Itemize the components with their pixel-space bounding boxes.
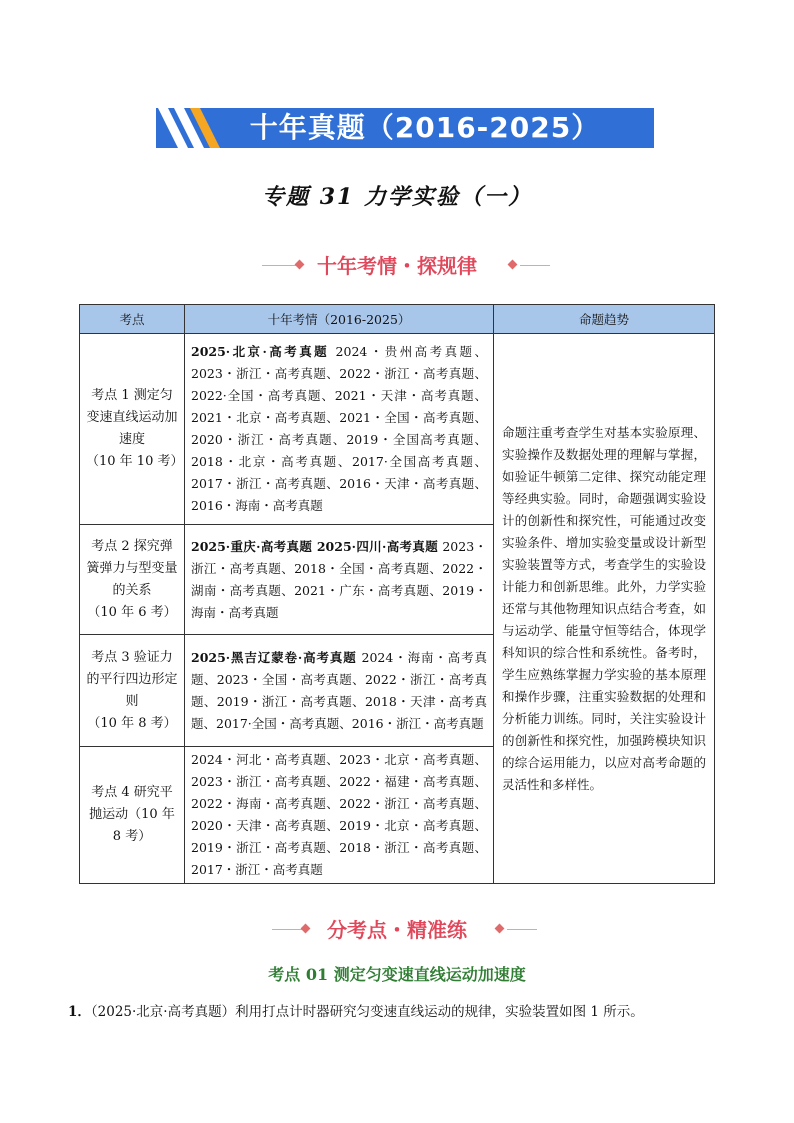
table-row [80,334,715,525]
years-text: 2024・海南・高考真题、2023・全国・高考真题、2022・浙江・高考真题、2019・浙江・高考真题、2018・天津・高考真题、2017·全国・高考真题、2016・浙江・高考真题 [191,649,487,731]
title-banner [156,108,654,148]
topic-title: 专题 31 力学实验（一） [262,184,532,210]
header-cell: 十年考情（2016-2025） [185,305,494,334]
years-text: 2023・浙江・高考真题、2018・全国・高考真题、2022・湖南・高考真题、2021・广东・高考真题、2019・海南・高考真题 [191,538,487,620]
topic-cell [80,525,185,635]
section-header-practice [0,912,794,948]
header-cell: 考点 [80,305,185,334]
topic-cell [80,747,185,884]
section-label: 十年考情・探规律 [317,254,477,278]
trend-cell: 命题注重考查学生对基本实验原理、实验操作及数据处理的理解与掌握，如验证牛顿第二定律、探究动能定理等经典实验。同时，命题强调实验设计的创新性和探究性，可能通过改变实验条件、增加实验变量或设计新型实验装置等方式，考查学生的实验设计能力和创新思维。此外，力学实验还常与其他物理知识点结合考查，如与运动学、能量守恒等结合，体现学科知识的综合性和系统性。备考时，学生应熟练掌握力学实验的基本原理和操作步骤，注重实验数据的处理和分析能力训练。同时，关注实验设计的创新性和探究性，加强跨模块知识的综合运用能力，以应对高考命题的灵活性和多样性。 [494,334,715,884]
years-bold: 2025·黑吉辽蒙卷·高考真题 [191,649,357,665]
banner-title: 十年真题（2016-2025） [249,111,601,144]
header-cell: 命题趋势 [494,305,715,334]
years-bold: 2025·北京·高考真题 [191,344,330,359]
years-cell [185,334,494,525]
years-text: 2024・贵州高考真题、2023・浙江・高考真题、2022・浙江・高考真题、2022·全国・高考真题、2021・天津・高考真题、2021・北京・高考真题、2021・全国・高考真题、2020・浙江・高考真题、2019・全国高考真题、2018・北京・高考真题、2017·全国高考真题、2017・浙江・高考真题、2016・天津・高考真题、2016・海南・高考真题 [191,344,487,513]
years-text: 2024・河北・高考真题、2023・北京・高考真题、2023・浙江・高考真题、2022・福建・高考真题、2022・海南・高考真题、2022・浙江・高考真题、2020・天津・高考真题、2019・北京・高考真题、2019・浙江・高考真题、2018・浙江・高考真题、2017・浙江・高考真题 [191,752,487,877]
question-number: 1． [68,1004,91,1020]
years-cell [185,747,494,884]
section-label: 分考点・精准练 [327,918,467,942]
topic-text: 考点 2 探究弹簧弹力与型变量的关系 （10 年 6 考） [86,538,178,620]
question-item [68,1000,644,1020]
topic-text: 考点 3 验证力的平行四边形定则 （10 年 8 考） [86,649,178,731]
question-text: （2025·北京·高考真题）利用打点计时器研究匀变速直线运动的规律，实验装置如图 1 所示。 [90,1004,644,1020]
years-cell [185,635,494,747]
years-cell [185,525,494,635]
exam-trends-table [79,304,715,884]
years-bold: 2025·重庆·高考真题 2025·四川·高考真题 [191,538,439,554]
subsection-title: 考点 01 测定匀变速直线运动加速度 [268,965,526,984]
table-header-row [80,305,715,334]
topic-text: 考点 4 研究平抛运动（10 年 8 考） [89,785,175,844]
topic-cell [80,334,185,525]
topic-cell [80,635,185,747]
topic-text: 考点 1 测定匀变速直线运动加速度 （10 年 10 考） [86,388,184,469]
section-header-trends [0,248,794,284]
